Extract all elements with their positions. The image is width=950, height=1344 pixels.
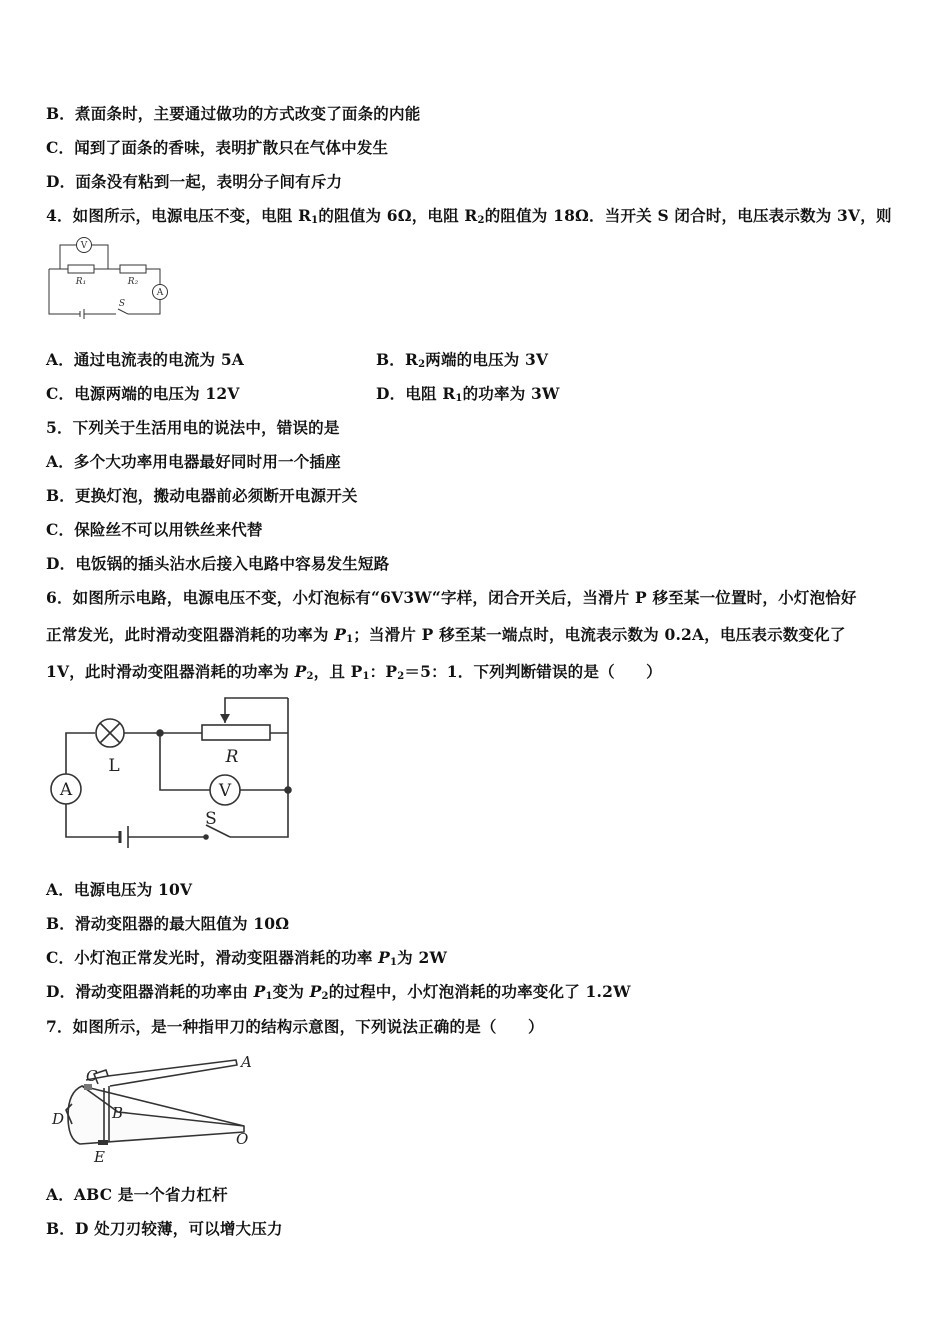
point-d-label: D xyxy=(52,1110,65,1128)
point-c-label: C xyxy=(86,1067,98,1085)
voltmeter-label: V xyxy=(218,781,232,801)
voltmeter-label: V xyxy=(80,241,88,251)
q6-option-a: A．电源电压为 10V xyxy=(46,880,193,899)
q3-option-d: D．面条没有粘到一起，表明分子间有斥力 xyxy=(46,172,343,191)
q5-option-c: C．保险丝不可以用铁丝来代替 xyxy=(46,520,263,539)
q7-stem: 7．如图所示，是一种指甲刀的结构示意图，下列说法正确的是（ ） xyxy=(46,1017,544,1036)
q5-option-b: B．更换灯泡，搬动电器前必须断开电源开关 xyxy=(46,486,358,505)
q4-option-c: C．电源两端的电压为 12V xyxy=(46,384,240,403)
point-b-label: B xyxy=(112,1104,124,1122)
rheostat-label: R xyxy=(225,747,239,767)
q4-option-a: A．通过电流表的电流为 5A xyxy=(46,350,245,369)
ammeter-label: A xyxy=(156,288,164,298)
slider-wire xyxy=(225,698,288,723)
q6-option-d: D．滑动变阻器消耗的功率由 $P_1$变为 $P_2$的过程中，小灯泡消耗的功率变化了 1.2W xyxy=(46,982,631,1002)
q7-option-a: A．ABC 是一个省力杠杆 xyxy=(46,1185,228,1204)
q3-option-b: B．煮面条时，主要通过做功的方式改变了面条的内能 xyxy=(46,104,421,123)
resistor-r1-icon xyxy=(68,265,94,273)
q6-stem-line3: 1V，此时滑动变阻器消耗的功率为 $P_2$，且 $P_1$：$P_2=5$：1．下列判断错误的是（ ） xyxy=(46,662,662,682)
q4-stem: 4．如图所示，电源电压不变，电阻 $R_1$的阻值为 6Ω，电阻 $R_2$的阻值为 18Ω．当开关 S 闭合时，电压表示数为 3V，则 xyxy=(46,206,892,226)
lamp-label: L xyxy=(108,756,120,776)
rheostat-icon xyxy=(202,725,270,740)
point-a-label: A xyxy=(241,1053,252,1071)
point-e-label: E xyxy=(94,1148,105,1166)
q4-circuit-diagram xyxy=(46,234,176,326)
lever-abc xyxy=(86,1060,237,1086)
point-o-label: O xyxy=(236,1130,249,1148)
r2-label: R₂ xyxy=(127,277,139,287)
r1-label: R₁ xyxy=(75,277,87,287)
resistor-r2-icon xyxy=(120,265,146,273)
q3-option-c: C．闻到了面条的香味，表明扩散只在气体中发生 xyxy=(46,138,389,157)
switch-label: S xyxy=(205,809,217,829)
q7-option-b: B．D 处刀刃较薄，可以增大压力 xyxy=(46,1219,283,1238)
ammeter-label: A xyxy=(59,780,73,800)
q6-option-c: C．小灯泡正常发光时，滑动变阻器消耗的功率 $P_1$为 2W xyxy=(46,948,448,968)
q6-stem-line1: 6．如图所示电路，电源电压不变，小灯泡标有“6V3W“字样，闭合开关后，当滑片 P 移至某一位置时，小灯泡恰好 xyxy=(46,588,857,607)
q6-option-b: B．滑动变阻器的最大阻值为 10Ω xyxy=(46,914,290,933)
q5-option-a: A．多个大功率用电器最好同时用一个插座 xyxy=(46,452,341,471)
switch-label: S xyxy=(118,299,126,309)
q5-option-d: D．电饭锅的插头沾水后接入电路中容易发生短路 xyxy=(46,554,390,573)
q5-stem: 5．下列关于生活用电的说法中，错误的是 xyxy=(46,418,340,437)
q7-nail-clipper-diagram xyxy=(46,1052,256,1168)
q6-circuit-diagram xyxy=(44,694,296,856)
q6-stem-line2: 正常发光，此时滑动变阻器消耗的功率为 $P_1$；当滑片 P 移至某一端点时，电流表示数为 0.2A，电压表示数变化了 xyxy=(46,625,846,645)
q4-option-d: D．电阻 $R_1$的功率为 3W xyxy=(376,384,560,404)
q4-option-b: B．$R_2$两端的电压为 3V xyxy=(376,350,549,370)
